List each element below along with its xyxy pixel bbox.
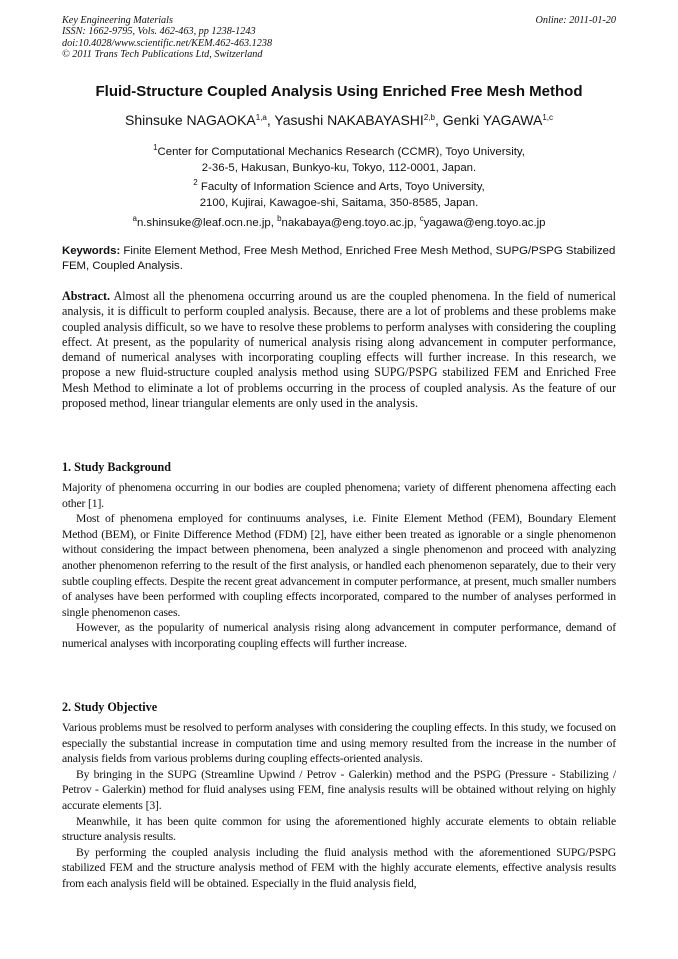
journal-info [62, 15, 272, 60]
abstract [62, 289, 616, 411]
keywords-label: Keywords: [62, 245, 121, 257]
paragraph: By bringing in the SUPG (Streamline Upwind / Petrov - Galerkin) method and the PSPG (Pressure - Stabilizing / Petrov - Galerkin) method for fluid analyses using FEM, fine analysis results will be obtained without relying on highly accurate elements [3]. [62, 767, 616, 812]
email-sup: c [419, 214, 424, 223]
paragraph: Most of phenomena employed for continuums analyses, i.e. Finite Element Method (FEM), Boundary Element Method (BEM), or Finite Difference Method (FDM) [2], have either been treated as ignorable or a single phenomenon without considering the impact between phenomena, been analyzed a single phenomenon and proceed with analyzing another phenomenon referring to the result of the first analysis, or handled each phenomenon separately, due to their very subtle coupling effects. Despite the recent great advancement in computer performance, at present, much smaller numbers of analyses have been performed with coupling effects incorporated, compared to the number of analyses performed in single phenomenon cases. [62, 512, 616, 619]
section-body [62, 720, 616, 892]
email-separator: , [270, 217, 278, 229]
journal-name: Key Engineering Materials [62, 15, 173, 26]
keywords [62, 244, 616, 275]
paragraph: However, as the popularity of numerical analysis rising along advancement in computer performance, demand of numerical analyses with incorporating coupling effects will further increase. [62, 621, 616, 650]
affiliation-line: 2100, Kujirai, Kawagoe-shi, Saitama, 350-8585, Japan. [199, 196, 479, 209]
author-list [62, 110, 616, 130]
affiliation-2 [62, 180, 616, 211]
email-list [62, 216, 616, 231]
affiliation-1 [62, 145, 616, 176]
paragraph: By performing the coupled analysis including the fluid analysis method with the aforementioned SUPG/PSPG stabilized FEM and the structure analysis method of FEM with the highly accurate elements, effective analysis results from each analysis field will be obtained. Especially in the fluid analysis field, [62, 845, 616, 890]
paragraph: Various problems must be resolved to perform analyses with considering the coupling effects. In this study, we focused on especially the substantial increase in computation time and using memory resulted from the increase in the number of analysis fields from various problems during coupling effects-oriented analysis. [62, 721, 616, 766]
email-link[interactable]: yagawa@eng.toyo.ac.jp [423, 217, 546, 229]
email-sup: a [132, 214, 137, 223]
author-name: Yasushi NAKABAYASHI [274, 112, 424, 128]
journal-issn: ISSN: 1662-9795, Vols. 462-463, pp 1238-1243 [62, 26, 256, 38]
author-sup: 2,b [423, 113, 435, 122]
paper-title: Fluid-Structure Coupled Analysis Using Enriched Free Mesh Method [95, 83, 583, 100]
journal-copyright: © 2011 Trans Tech Publications Ltd, Switzerland [62, 48, 263, 60]
section-body [62, 480, 616, 652]
section-heading: 2. Study Objective [62, 700, 158, 714]
author-separator: , [266, 112, 275, 128]
affiliation-line: Center for Computational Mechanics Research (CCMR), Toyo University, [157, 146, 525, 158]
author-name: Genki YAGAWA [442, 112, 543, 128]
author-sup: 1,a [255, 113, 267, 122]
email-separator: , [413, 217, 420, 229]
author-name: Shinsuke NAGAOKA [125, 112, 256, 128]
affiliation-sup: 2 [193, 178, 198, 187]
journal-doi: doi:10.4028/www.scientific.net/KEM.462-463.1238 [62, 37, 273, 49]
affiliation-line: Faculty of Information Science and Arts, Toyo University, [197, 181, 485, 193]
affiliation-sup: 1 [153, 143, 158, 152]
author-sup: 1,c [542, 113, 553, 122]
keywords-text: Finite Element Method, Free Mesh Method, Enriched Free Mesh Method, SUPG/PSPG Stabilized FEM, Coupled Analysis. [62, 245, 616, 273]
author-separator: , [434, 112, 443, 128]
section-heading: 1. Study Background [62, 460, 171, 474]
email-link[interactable]: nakabaya@eng.toyo.ac.jp [281, 217, 414, 229]
paragraph: Meanwhile, it has been quite common for using the aforementioned highly accurate elements to obtain reliable structure analysis results. [62, 814, 616, 844]
online-date: Online: 2011-01-20 [535, 15, 616, 26]
affiliation-line: 2-36-5, Hakusan, Bunkyo-ku, Tokyo, 112-0001, Japan. [201, 161, 477, 174]
email-link[interactable]: n.shinsuke@leaf.ocn.ne.jp [136, 217, 271, 229]
email-sup: b [277, 214, 282, 223]
abstract-label: Abstract. [62, 289, 111, 303]
abstract-text: Almost all the phenomena occurring around us are the coupled phenomena. In the field of numerical analysis, it is difficult to perform coupled analysis. Because, there are a lot of problems and these problems make coupled analysis difficult, so we have to resolve these problems to perform analyses with considering the coupling effect. At present, as the popularity of numerical analysis rising along advancement in computer performance, demand of numerical analyses with incorporating coupling effects will further increase. In this research, we propose a new fluid-structure coupled analysis method using SUPG/PSPG stabilized FEM and Enriched Free Mesh Method to eliminate a lot of problems occurring in the process of coupled analysis. As the feature of our proposed method, linear triangular elements are only used in the analysis. [62, 289, 616, 411]
paragraph: Majority of phenomena occurring in our bodies are coupled phenomena; variety of different phenomena affecting each other [1]. [62, 481, 616, 510]
